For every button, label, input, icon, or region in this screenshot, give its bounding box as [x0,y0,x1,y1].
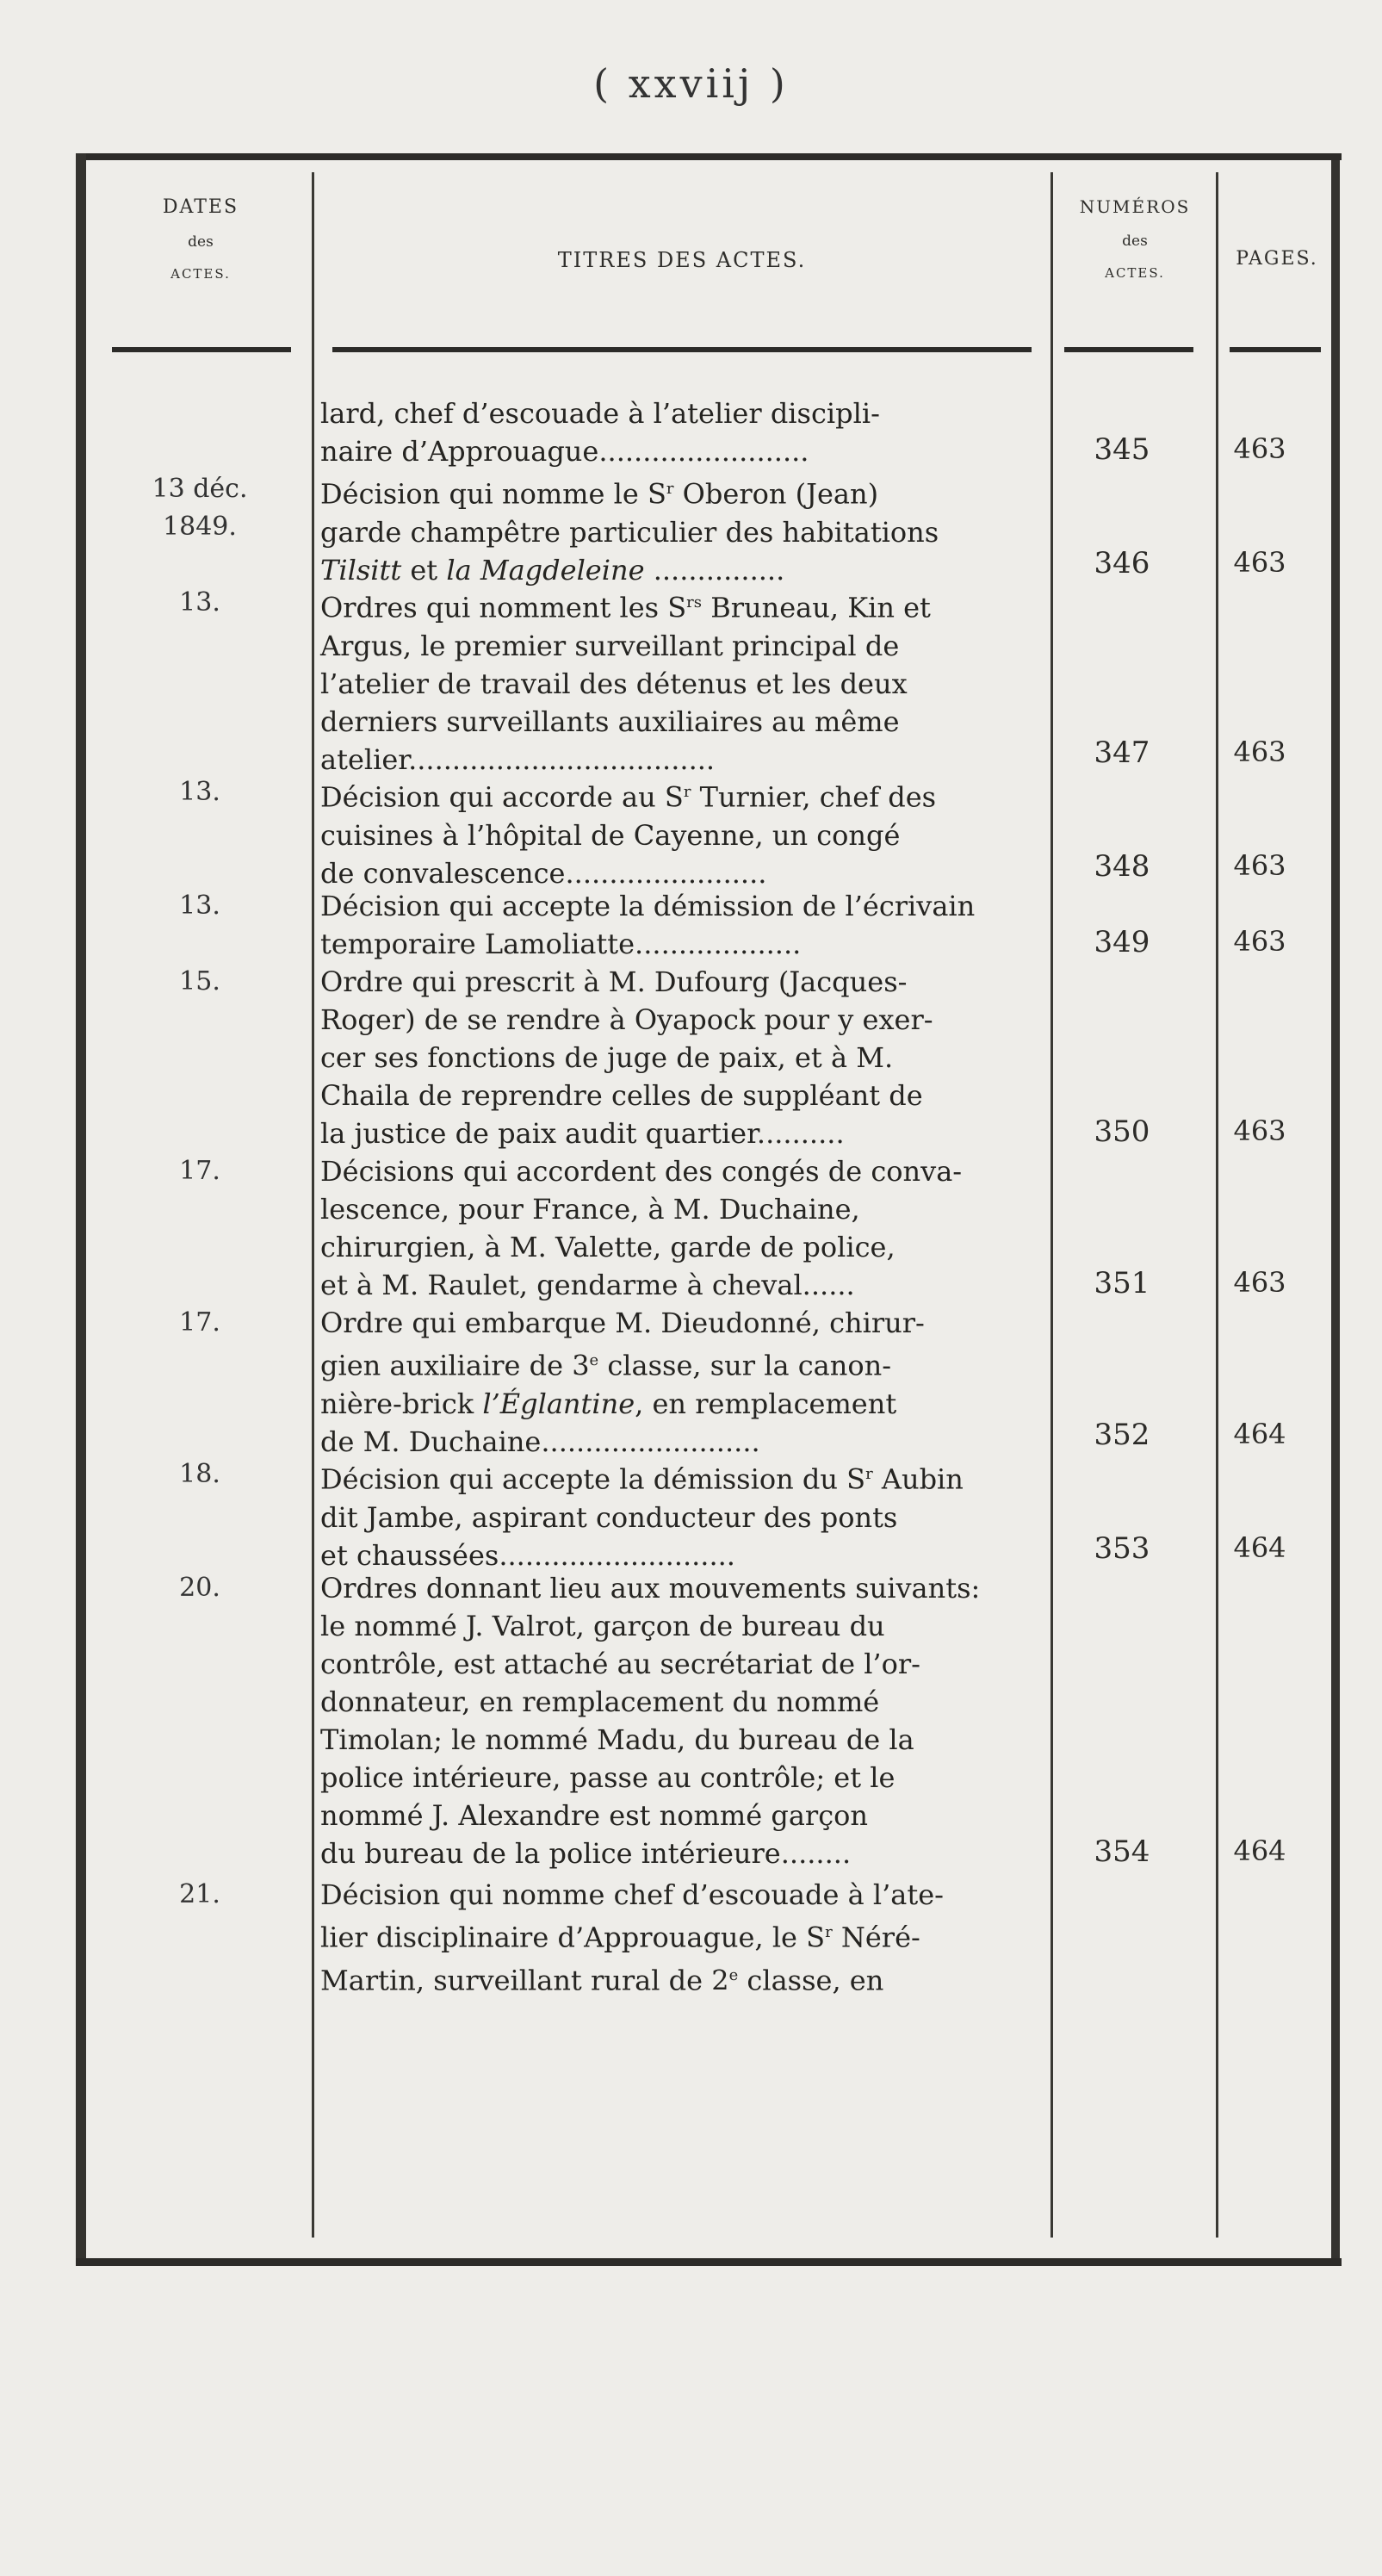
act-title: Décisions qui accordent des congés de conva- lescence, pour France, à M. Duchaine, chirurgien, à M. Valette, garde de police, et à M. Raulet, gendarme à cheval...... [320,1155,963,1301]
act-date: 18. [179,1459,220,1489]
table-left-rule [76,153,86,2266]
header-pages [1221,248,1333,270]
header-separator-pages [1230,347,1321,352]
act-title: lard, chef d’escouade à l’atelier discipli- naire d’Approuague........................ [320,397,880,468]
act-date: 13. [179,587,220,618]
act-date: 20. [179,1573,220,1603]
header-titres [320,248,1044,272]
act-page: 463 [1233,849,1286,882]
act-title: Décision qui accepte la démission du $S^r$ Aubin dit Jambe, aspirant conducteur des ponts et chaussées........................... [320,1462,964,1572]
table-bottom-rule [76,2258,1342,2266]
header-separator-numeros [1064,347,1193,352]
header-pages-label: PAGES. [1236,248,1318,270]
act-number: 354 [1094,1834,1150,1869]
act-title: Décision qui nomme chef d’escouade à l’ate- lier disciplinaire d’Approuague, le $S^r$ Néré- Martin, surveillant rural de 2e classe, en [320,1878,944,1997]
table-top-rule [76,153,1342,160]
act-date: 13 déc. [152,474,248,504]
act-number: 352 [1094,1418,1150,1452]
act-title: Ordres donnant lieu aux mouvements suivants: le nommé J. Valrot, garçon de bureau du contrôle, est attaché au secrétariat de l’or- donnateur, en remplacement du nommé Timolan; le nommé Madu, du bureau de la police intérieure, passe au contrôle; et le nommé J. Alexandre est nommé garçon du bureau de la police intérieure........ [320,1572,981,1870]
act-number: 347 [1094,736,1150,770]
act-page: 463 [1233,1114,1286,1147]
act-date: 13. [179,891,220,921]
act-number: 345 [1094,432,1150,467]
header-separator-dates [112,347,291,352]
header-dates-line3: ACTES. [170,266,231,282]
header-numeros [1057,196,1212,281]
act-title: Ordre qui embarque M. Dieudonné, chirur- gien auxiliaire de 3e classe, sur la canon- nière-brick l’Églantine, en remplacement de M. Duchaine......................... [320,1307,925,1458]
act-number: 353 [1094,1531,1150,1566]
act-number: 350 [1094,1114,1150,1149]
act-number: 348 [1094,849,1150,884]
act-page: 464 [1233,1531,1286,1564]
act-page: 463 [1233,432,1286,465]
column-divider-dates [312,172,314,2238]
act-title: Ordre qui prescrit à M. Dufourg (Jacques- Roger) de se rendre à Oyapock pour y exer- cer ses fonctions de juge de paix, et à M. Chaila de reprendre celles de suppléant de la justice de paix audit quartier.......... [320,965,933,1150]
act-title: Décision qui accepte la démission de l’écrivain temporaire Lamoliatte................... [320,890,976,960]
header-dates-line1: DATES [162,196,239,218]
act-page: 463 [1233,1266,1286,1299]
header-numeros-line3: ACTES. [1105,265,1165,281]
act-page: 464 [1233,1834,1286,1867]
act-date: 17. [179,1156,220,1186]
act-date: 17. [179,1307,220,1338]
act-title: Ordres qui nomment les $S^{rs}$ Bruneau, Kin et Argus, le premier surveillant principal de l’atelier de travail des détenus et les deux derniers surveillants auxiliaires au même atelier................................... [320,591,931,776]
header-numeros-line1: NUMÉROS [1079,196,1191,217]
act-number: 351 [1094,1266,1150,1300]
header-titres-label: TITRES DES ACTES. [557,248,807,272]
header-dates [102,196,300,282]
header-dates-line2: des [188,233,214,251]
act-title: Décision qui accorde au $S^r$ Turnier, chef des cuisines à l’hôpital de Cayenne, un congé de convalescence....................... [320,780,937,890]
act-date: 21. [179,1879,220,1909]
act-page: 463 [1233,736,1286,768]
header-separator-titres [332,347,1032,352]
act-date-year: 1849. [163,512,237,542]
act-title: Décision qui nomme le $S^r$ Oberon (Jean) garde champêtre particulier des habitations Tilsitt et la Magdeleine ............... [320,477,939,587]
act-date: 13. [179,777,220,807]
acts-table [76,153,1342,2267]
page-title: ( xxviij ) [593,60,789,107]
act-page: 464 [1233,1418,1286,1450]
act-number: 346 [1094,546,1150,580]
header-numeros-line2: des [1122,233,1148,250]
act-date: 15. [179,966,220,996]
act-page: 463 [1233,546,1286,579]
act-page: 463 [1233,925,1286,958]
table-right-rule [1331,160,1340,2262]
column-divider-numeros [1216,172,1218,2238]
column-divider-titres [1050,172,1053,2238]
act-number: 349 [1094,925,1150,959]
